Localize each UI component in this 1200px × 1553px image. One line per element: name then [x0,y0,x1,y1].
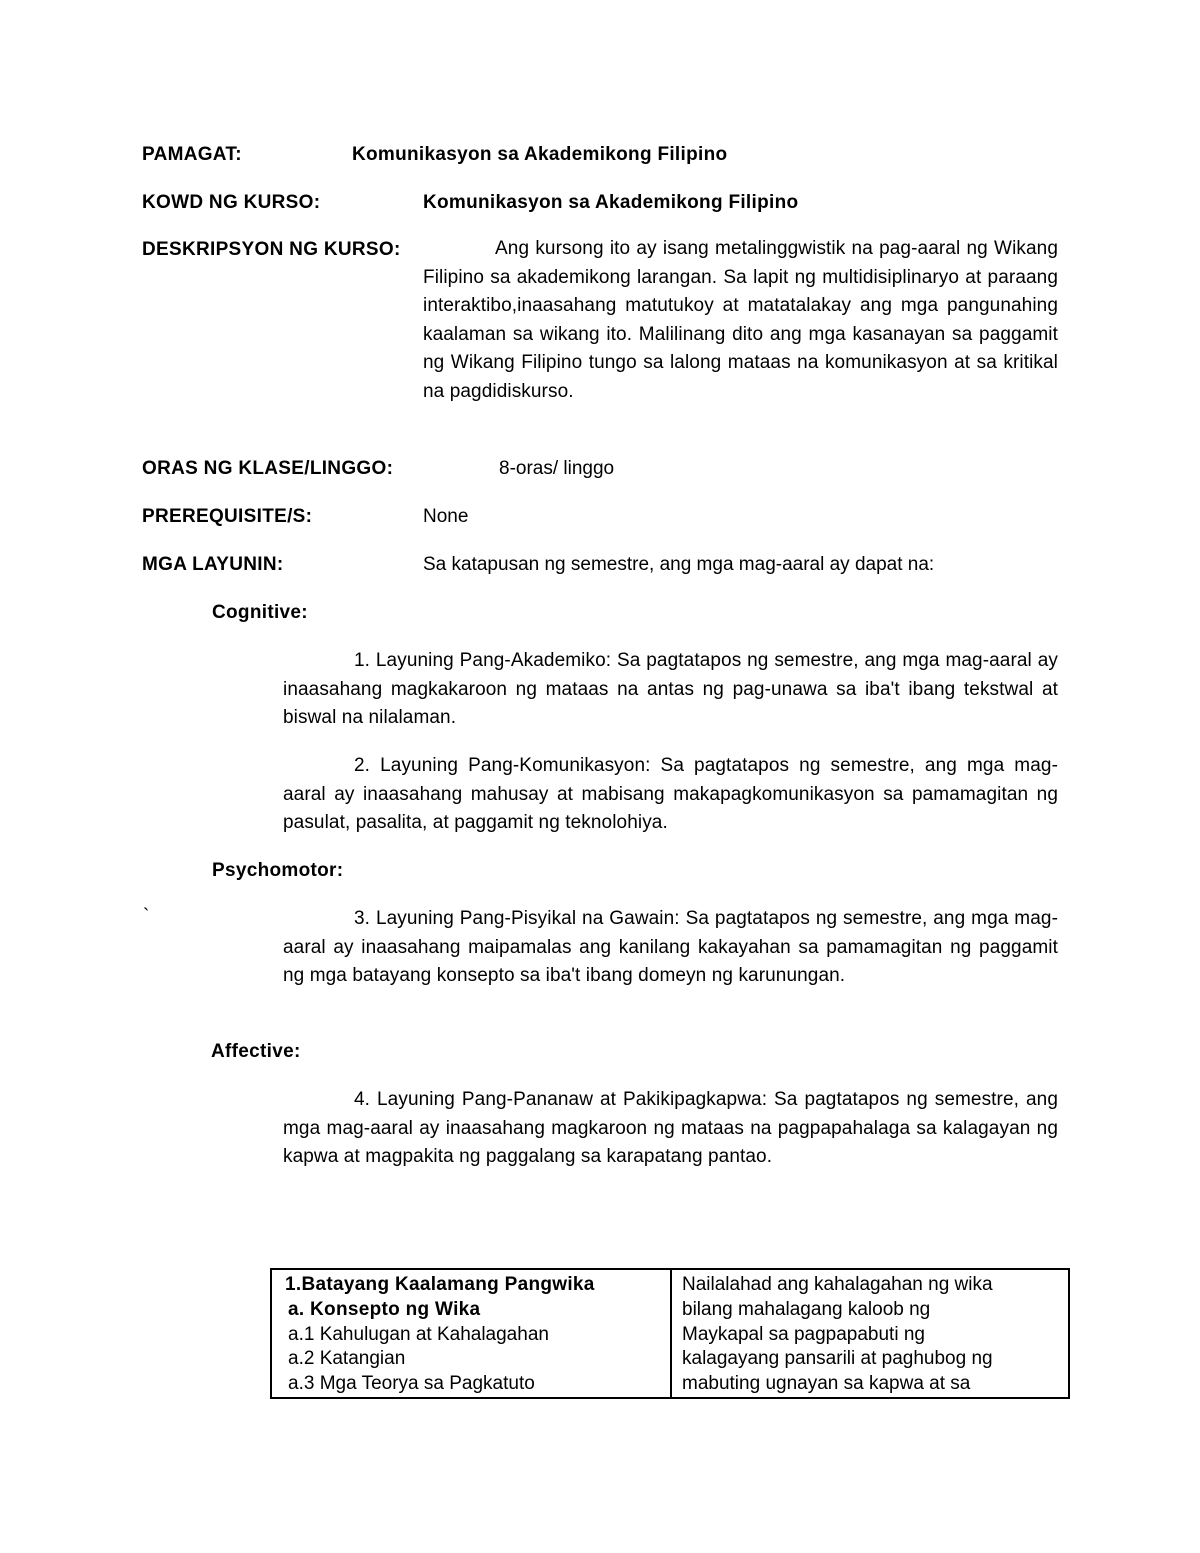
prerequisite-value: None [423,506,469,527]
cognitive-heading: Cognitive: [212,602,308,623]
oras-value: 8-oras/ linggo [499,458,615,479]
pamagat-label: PAMAGAT: [142,144,242,165]
outcome-line: mabuting ugnayan sa kapwa at sa [682,1373,971,1395]
topic-item: a.3 Mga Teorya sa Pagkatuto [288,1373,535,1395]
topic-item: a.2 Katangian [288,1348,406,1370]
course-content-table [270,1268,1070,1399]
objective-3: 3. Layuning Pang-Pisyikal na Gawain: Sa pagtatapos ng semestre, ang mga mag-aaral ay inaasahang maipamalas ang kanilang kakayahan sa pamamagitan ng paggamit ng mga batayang konsepto sa iba't ibang domeyn ng karunungan. [283,908,1058,987]
table-row [271,1269,1069,1398]
outcome-line: Nailalahad ang kahalagahan ng wika [682,1274,993,1295]
stray-mark: ` [143,906,150,927]
topic-title: 1.Batayang Kaalamang Pangwika [285,1274,595,1295]
objective-1: 1. Layuning Pang-Akademiko: Sa pagtatapos ng semestre, ang mga mag-aaral ay inaasahang magkakaroon ng mataas na antas ng pag-unawa sa iba't ibang tekstwal at biswal na nilalaman. [283,650,1058,729]
oras-label: ORAS NG KLASE/LINGGO: [142,458,394,479]
topic-item: a.1 Kahulugan at Kahalagahan [288,1323,549,1345]
prerequisite-label: PREREQUISITE/S: [142,506,313,527]
affective-heading: Affective: [211,1041,301,1062]
layunin-value: Sa katapusan ng semestre, ang mga mag-aaral ay dapat na: [423,554,935,575]
kowd-value: Komunikasyon sa Akademikong Filipino [423,192,799,213]
deskripsyon-label: DESKRIPSYON NG KURSO: [142,239,401,260]
objective-2: 2. Layuning Pang-Komunikasyon: Sa pagtatapos ng semestre, ang mga mag-aaral ay inaasahang mahusay at mabisang makapagkomunikasyon sa pamamagitan ng pasulat, pasalita, at paggamit ng teknolohiya. [283,755,1058,834]
outcome-line: bilang mahalagang kaloob ng [682,1298,931,1320]
kowd-label: KOWD NG KURSO: [142,192,321,213]
outcome-cell [671,1269,1069,1398]
topic-cell [271,1269,671,1398]
outcome-line: kalagayang pansarili at paghubog ng [682,1348,993,1370]
psychomotor-heading: Psychomotor: [212,860,344,881]
topic-subtitle: a. Konsepto ng Wika [288,1298,481,1320]
deskripsyon-value: Ang kursong ito ay isang metalinggwistik na pag-aaral ng Wikang Filipino sa akademikong larangan. Sa lapit ng multidisiplinaryo at paraang interaktibo,inaasahang matutukoy at matatalakay ang mga pangunahing kaalaman sa wikang ito. Malilinang dito ang mga kasanayan sa paggamit ng Wikang Filipino tungo sa lalong mataas na komunikasyon at sa kritikal na pagdidiskurso. [423,238,1058,402]
pamagat-value: Komunikasyon sa Akademikong Filipino [352,144,728,165]
objective-4: 4. Layuning Pang-Pananaw at Pakikipagkapwa: Sa pagtatapos ng semestre, ang mga mag-aaral ay inaasahang magkaroon ng mataas na pagpapahalaga sa kalagayan ng kapwa at magpakita ng paggalang sa karapatang pantao. [283,1089,1058,1168]
layunin-label: MGA LAYUNIN: [142,554,284,575]
outcome-line: Maykapal sa pagpapabuti ng [682,1323,925,1345]
